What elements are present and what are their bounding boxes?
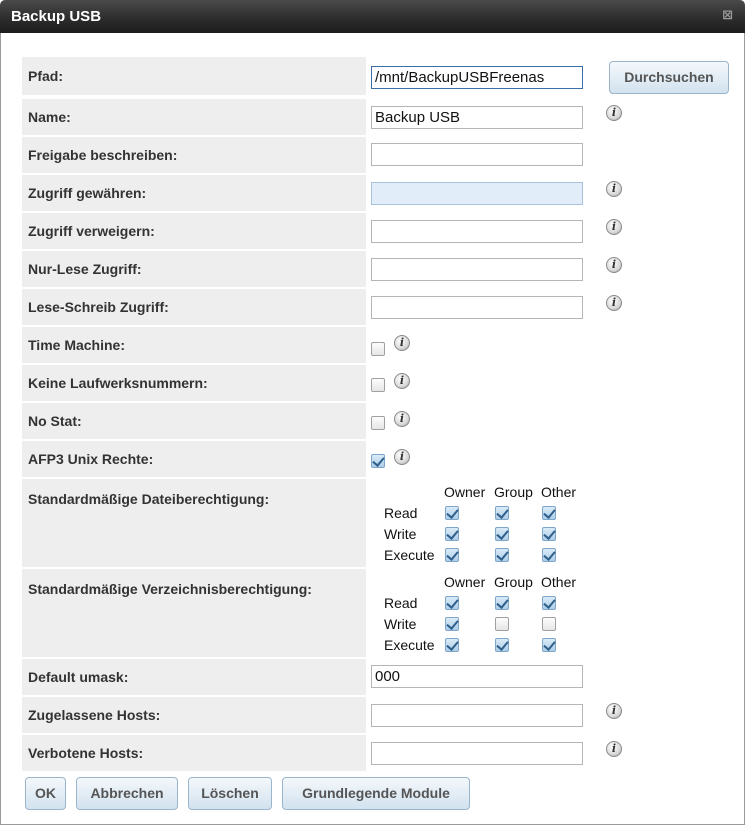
dperm-other-read-checkbox[interactable] bbox=[542, 596, 556, 610]
ok-button[interactable]: OK bbox=[25, 777, 66, 810]
info-icon[interactable]: i bbox=[394, 373, 410, 389]
dperm-header-owner: Owner bbox=[444, 574, 486, 590]
row-timemachine bbox=[22, 327, 366, 363]
upriv-label: AFP3 Unix Rechte: bbox=[28, 451, 154, 467]
timemachine-label: Time Machine: bbox=[28, 337, 125, 353]
info-icon[interactable]: i bbox=[606, 741, 622, 757]
row-nodev bbox=[22, 365, 366, 401]
hosts-deny-input[interactable] bbox=[371, 742, 583, 765]
fperm-other-write-checkbox[interactable] bbox=[542, 527, 556, 541]
info-icon[interactable]: i bbox=[606, 257, 622, 273]
ro-label: Nur-Lese Zugriff: bbox=[28, 261, 142, 277]
dperm-owner-read-checkbox[interactable] bbox=[445, 596, 459, 610]
fperm-owner-execute-checkbox[interactable] bbox=[445, 548, 459, 562]
info-icon[interactable]: i bbox=[606, 703, 622, 719]
hosts-allow-input[interactable] bbox=[371, 704, 583, 727]
info-icon[interactable]: i bbox=[606, 295, 622, 311]
title-bar bbox=[0, 0, 745, 33]
row-hosts-allow bbox=[22, 697, 366, 733]
name-label: Name: bbox=[28, 109, 71, 125]
fperm-row-execute: Execute bbox=[384, 547, 435, 563]
timemachine-checkbox[interactable] bbox=[371, 342, 385, 356]
dperm-group-read-checkbox[interactable] bbox=[495, 596, 509, 610]
dperm-row-read: Read bbox=[384, 595, 418, 611]
dperm-owner-execute-checkbox[interactable] bbox=[445, 638, 459, 652]
umask-label: Default umask: bbox=[28, 669, 129, 685]
nodev-checkbox[interactable] bbox=[371, 378, 385, 392]
row-umask bbox=[22, 659, 366, 695]
name-input[interactable] bbox=[371, 106, 583, 129]
fperm-group-execute-checkbox[interactable] bbox=[495, 548, 509, 562]
row-ro bbox=[22, 251, 366, 287]
dperm-header-group: Group bbox=[494, 574, 533, 590]
rw-label: Lese-Schreib Zugriff: bbox=[28, 299, 169, 315]
close-icon[interactable]: ⊠ bbox=[722, 7, 733, 22]
dperm-row-write: Write bbox=[384, 616, 417, 632]
comment-input[interactable] bbox=[371, 143, 583, 166]
fperm-other-execute-checkbox[interactable] bbox=[542, 548, 556, 562]
nostat-label: No Stat: bbox=[28, 413, 82, 429]
fperm-row-read: Read bbox=[384, 505, 418, 521]
basic-mode-button[interactable]: Grundlegende Module bbox=[282, 777, 470, 810]
dperm-other-write-checkbox[interactable] bbox=[542, 617, 556, 631]
row-deny bbox=[22, 213, 366, 249]
cancel-button[interactable]: Abbrechen bbox=[76, 777, 178, 810]
fperm-header-other: Other bbox=[541, 484, 577, 500]
allow-label: Zugriff gewähren: bbox=[28, 185, 147, 201]
row-nostat bbox=[22, 403, 366, 439]
comment-label: Freigabe beschreiben: bbox=[28, 147, 178, 163]
deny-label: Zugriff verweigern: bbox=[28, 223, 155, 239]
dperm-row-execute: Execute bbox=[384, 637, 435, 653]
deny-input[interactable] bbox=[371, 220, 583, 243]
umask-input[interactable] bbox=[371, 665, 583, 688]
info-icon[interactable]: i bbox=[606, 181, 622, 197]
fperm-group-write-checkbox[interactable] bbox=[495, 527, 509, 541]
fperm-label: Standardmäßige Dateiberechtigung: bbox=[28, 491, 270, 507]
dperm-header-other: Other bbox=[541, 574, 577, 590]
dperm-label: Standardmäßige Verzeichnisberechtigung: bbox=[28, 581, 312, 597]
info-icon[interactable]: i bbox=[394, 335, 410, 351]
dperm-other-execute-checkbox[interactable] bbox=[542, 638, 556, 652]
info-icon[interactable]: i bbox=[606, 105, 622, 121]
info-icon[interactable]: i bbox=[394, 411, 410, 427]
fperm-owner-write-checkbox[interactable] bbox=[445, 527, 459, 541]
path-label: Pfad: bbox=[28, 68, 63, 84]
nostat-checkbox[interactable] bbox=[371, 416, 385, 430]
row-hosts-deny bbox=[22, 735, 366, 771]
fperm-row-write: Write bbox=[384, 526, 417, 542]
row-name bbox=[22, 99, 366, 135]
nodev-label: Keine Laufwerksnummern: bbox=[28, 375, 208, 391]
row-comment bbox=[22, 137, 366, 173]
row-rw bbox=[22, 289, 366, 325]
upriv-checkbox[interactable] bbox=[371, 454, 385, 468]
fperm-other-read-checkbox[interactable] bbox=[542, 506, 556, 520]
dperm-owner-write-checkbox[interactable] bbox=[445, 617, 459, 631]
fperm-group-read-checkbox[interactable] bbox=[495, 506, 509, 520]
hostsdeny-label: Verbotene Hosts: bbox=[28, 745, 144, 761]
dperm-group-write-checkbox[interactable] bbox=[495, 617, 509, 631]
info-icon[interactable]: i bbox=[606, 219, 622, 235]
hostsallow-label: Zugelassene Hosts: bbox=[28, 707, 161, 723]
browse-button[interactable]: Durchsuchen bbox=[609, 61, 729, 94]
ro-input[interactable] bbox=[371, 258, 583, 281]
fperm-header-owner: Owner bbox=[444, 484, 486, 500]
row-path bbox=[22, 57, 366, 95]
path-input[interactable] bbox=[371, 66, 583, 89]
row-file-permissions bbox=[22, 479, 366, 567]
delete-button[interactable]: Löschen bbox=[188, 777, 272, 810]
fperm-owner-read-checkbox[interactable] bbox=[445, 506, 459, 520]
window-title: Backup USB bbox=[11, 8, 102, 25]
info-icon[interactable]: i bbox=[394, 449, 410, 465]
row-dir-permissions bbox=[22, 569, 366, 657]
allow-input[interactable] bbox=[371, 182, 583, 205]
row-allow bbox=[22, 175, 366, 211]
dperm-group-execute-checkbox[interactable] bbox=[495, 638, 509, 652]
rw-input[interactable] bbox=[371, 296, 583, 319]
row-upriv bbox=[22, 441, 366, 477]
fperm-header-group: Group bbox=[494, 484, 533, 500]
